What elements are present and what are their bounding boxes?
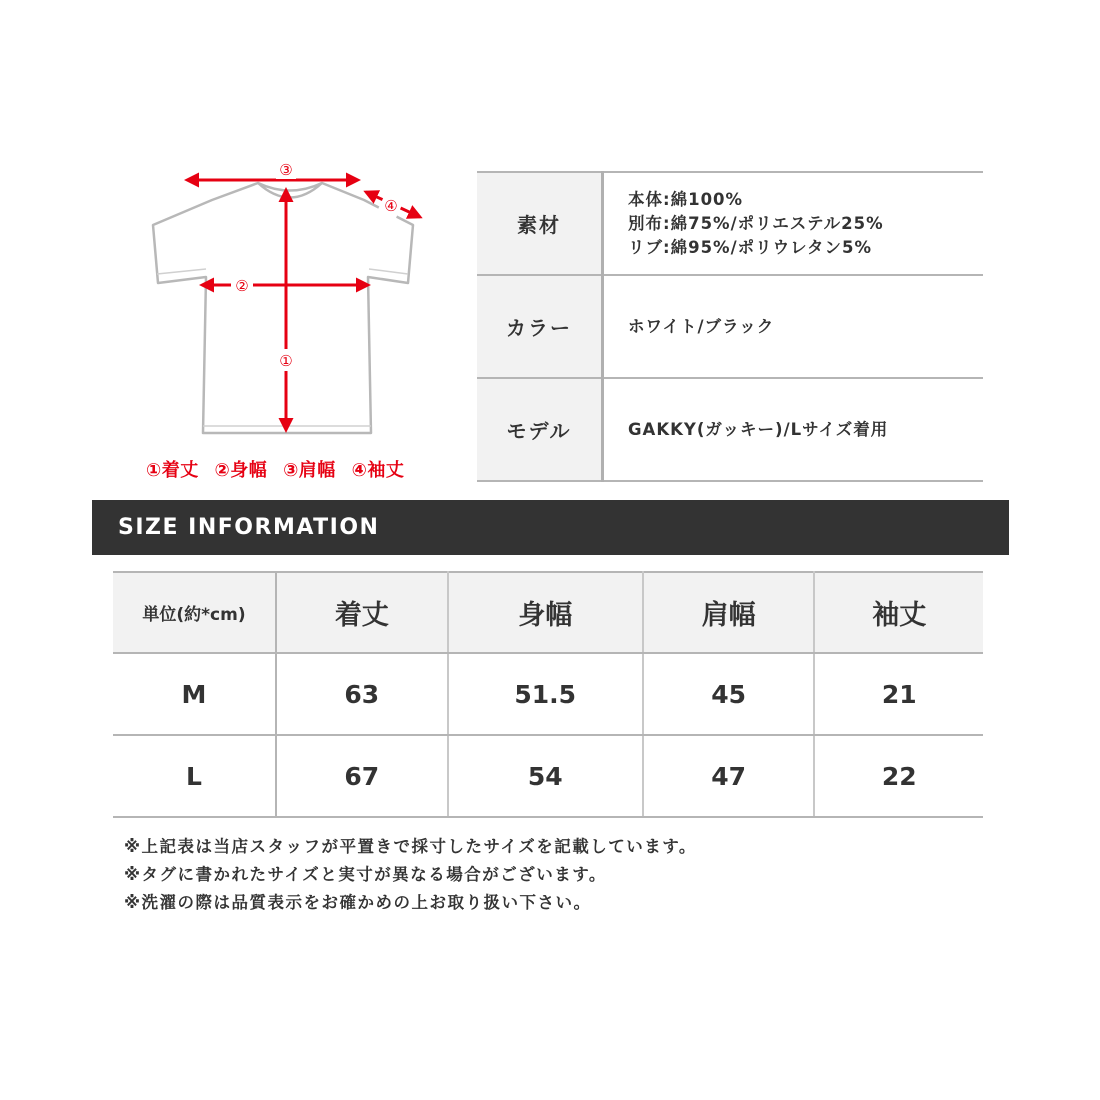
product-spec-table [477, 171, 983, 482]
table-cell: 21 [814, 653, 983, 735]
marker-3: ③ [279, 161, 293, 179]
header-shoulder-width: 肩幅 [643, 572, 815, 653]
spec-line: リブ:綿95%/ポリウレタン5% [628, 237, 872, 257]
note-line: ※洗濯の際は品質表示をお確かめの上お取り扱い下さい。 [124, 893, 592, 912]
size-label: M [113, 653, 276, 735]
size-information-banner: SIZE INFORMATION [92, 500, 1009, 555]
tshirt-outline [153, 183, 413, 433]
table-cell: 51.5 [448, 653, 643, 735]
spec-label: カラー [477, 275, 603, 378]
spec-label: モデル [477, 378, 603, 481]
spec-line: 本体:綿100% [628, 189, 744, 209]
spec-value [603, 275, 984, 378]
legend-item: ①着丈 [146, 460, 199, 481]
table-cell: 54 [448, 735, 643, 817]
marker-4: ④ [384, 197, 398, 215]
legend-item: ④袖丈 [351, 460, 405, 481]
table-cell: 47 [643, 735, 815, 817]
spec-line: ホワイト/ブラック [628, 316, 775, 336]
spec-row-color [477, 275, 983, 378]
header-body-length: 着丈 [276, 572, 448, 653]
table-cell: 22 [814, 735, 983, 817]
header-unit: 単位(約*cm) [113, 572, 276, 653]
notes [124, 833, 697, 917]
marker-2: ② [235, 277, 249, 295]
legend-item: ②身幅 [214, 460, 268, 481]
table-cell: 67 [276, 735, 448, 817]
table-row [113, 653, 983, 735]
size-label: L [113, 735, 276, 817]
size-table [113, 571, 983, 818]
table-cell: 45 [643, 653, 815, 735]
header-chest-width: 身幅 [448, 572, 643, 653]
legend-item: ③肩幅 [283, 460, 336, 481]
note-line: ※タグに書かれたサイズと実寸が異なる場合がございます。 [124, 865, 607, 884]
size-table-header [113, 572, 983, 653]
marker-1: ① [279, 352, 293, 370]
spec-value [603, 378, 984, 481]
spec-value [603, 172, 984, 275]
spec-row-model [477, 378, 983, 481]
note-line: ※上記表は当店スタッフが平置きで採寸したサイズを記載しています。 [124, 837, 697, 856]
table-cell: 63 [276, 653, 448, 735]
spec-line: GAKKY(ガッキー)/Lサイズ着用 [628, 419, 889, 439]
spec-line: 別布:綿75%/ポリエステル25% [628, 213, 884, 233]
tshirt-measurement-diagram [140, 150, 440, 450]
spec-row-material [477, 172, 983, 275]
table-row [113, 735, 983, 817]
spec-label: 素材 [477, 172, 603, 275]
measurement-legend [146, 456, 446, 482]
header-sleeve-length: 袖丈 [814, 572, 983, 653]
